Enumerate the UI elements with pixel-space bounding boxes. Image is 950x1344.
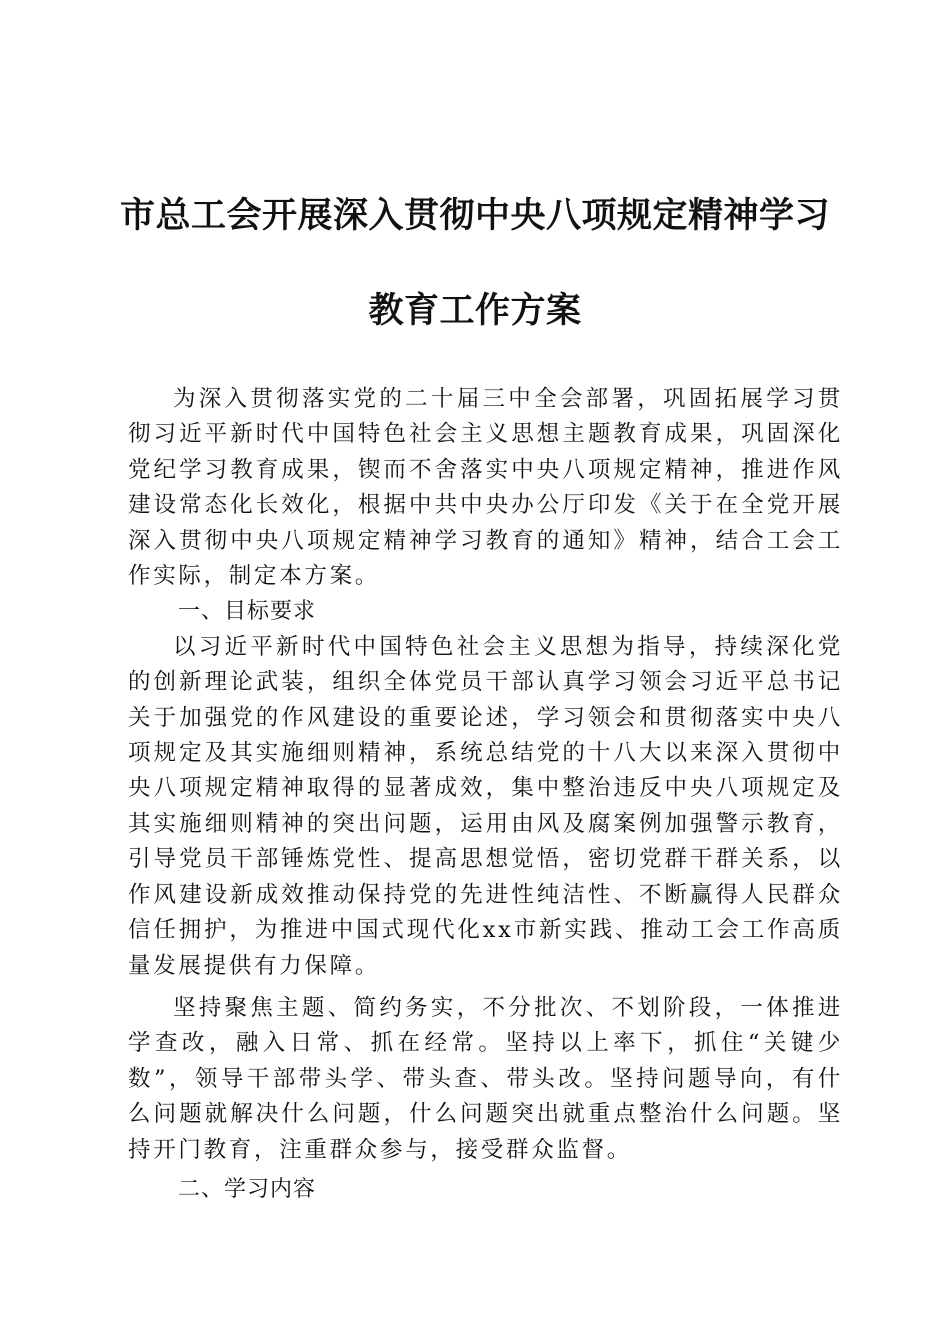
- document-title-line-1: 市总工会开展深入贯彻中央八项规定精神学习: [119, 195, 830, 236]
- document-body: [128, 382, 843, 1207]
- section-1-paragraph-2: 坚持聚焦主题、简约务实，不分批次、不划阶段，一体推进学查改，融入日常、抓在经常。坚持以上率下，抓住“关键少数”，领导干部带头学、带头查、带头改。坚持问题导向，有什么问题就解决什么问题，什么问题突出就重点整治什么问题。坚持开门教育，注重群众参与，接受群众监督。: [128, 994, 843, 1163]
- document-title-line-2: 教育工作方案: [368, 290, 582, 331]
- section-1-paragraph-1: 以习近平新时代中国特色社会主义思想为指导，持续深化党的创新理论武装，组织全体党员干部认真学习领会习近平总书记关于加强党的作风建设的重要论述，学习领会和贯彻落实中央八项规定及其实施细则精神，系统总结党的十八大以来深入贯彻中央八项规定精神取得的显著成效，集中整治违反中央八项规定及其实施细则精神的突出问题，运用由风及腐案例加强警示教育，引导党员干部锤炼党性、提高思想觉悟，密切党群干群关系，以作风建设新成效推动保持党的先进性纯洁性、不断赢得人民群众信任拥护，为推进中国式现代化xx市新实践、推动工会工作高质量发展提供有力保障。: [128, 633, 843, 979]
- section-heading-2: 二、学习内容: [178, 1176, 317, 1202]
- section-heading-1: 一、目标要求: [178, 599, 317, 625]
- intro-paragraph: 为深入贯彻落实党的二十届三中全会部署，巩固拓展学习贯彻习近平新时代中国特色社会主义思想主题教育成果，巩固深化党纪学习教育成果，锲而不舍落实中央八项规定精神，推进作风建设常态化长效化，根据中共中央办公厅印发《关于在全党开展深入贯彻中央八项规定精神学习教育的通知》精神，结合工会工作实际，制定本方案。: [128, 386, 843, 590]
